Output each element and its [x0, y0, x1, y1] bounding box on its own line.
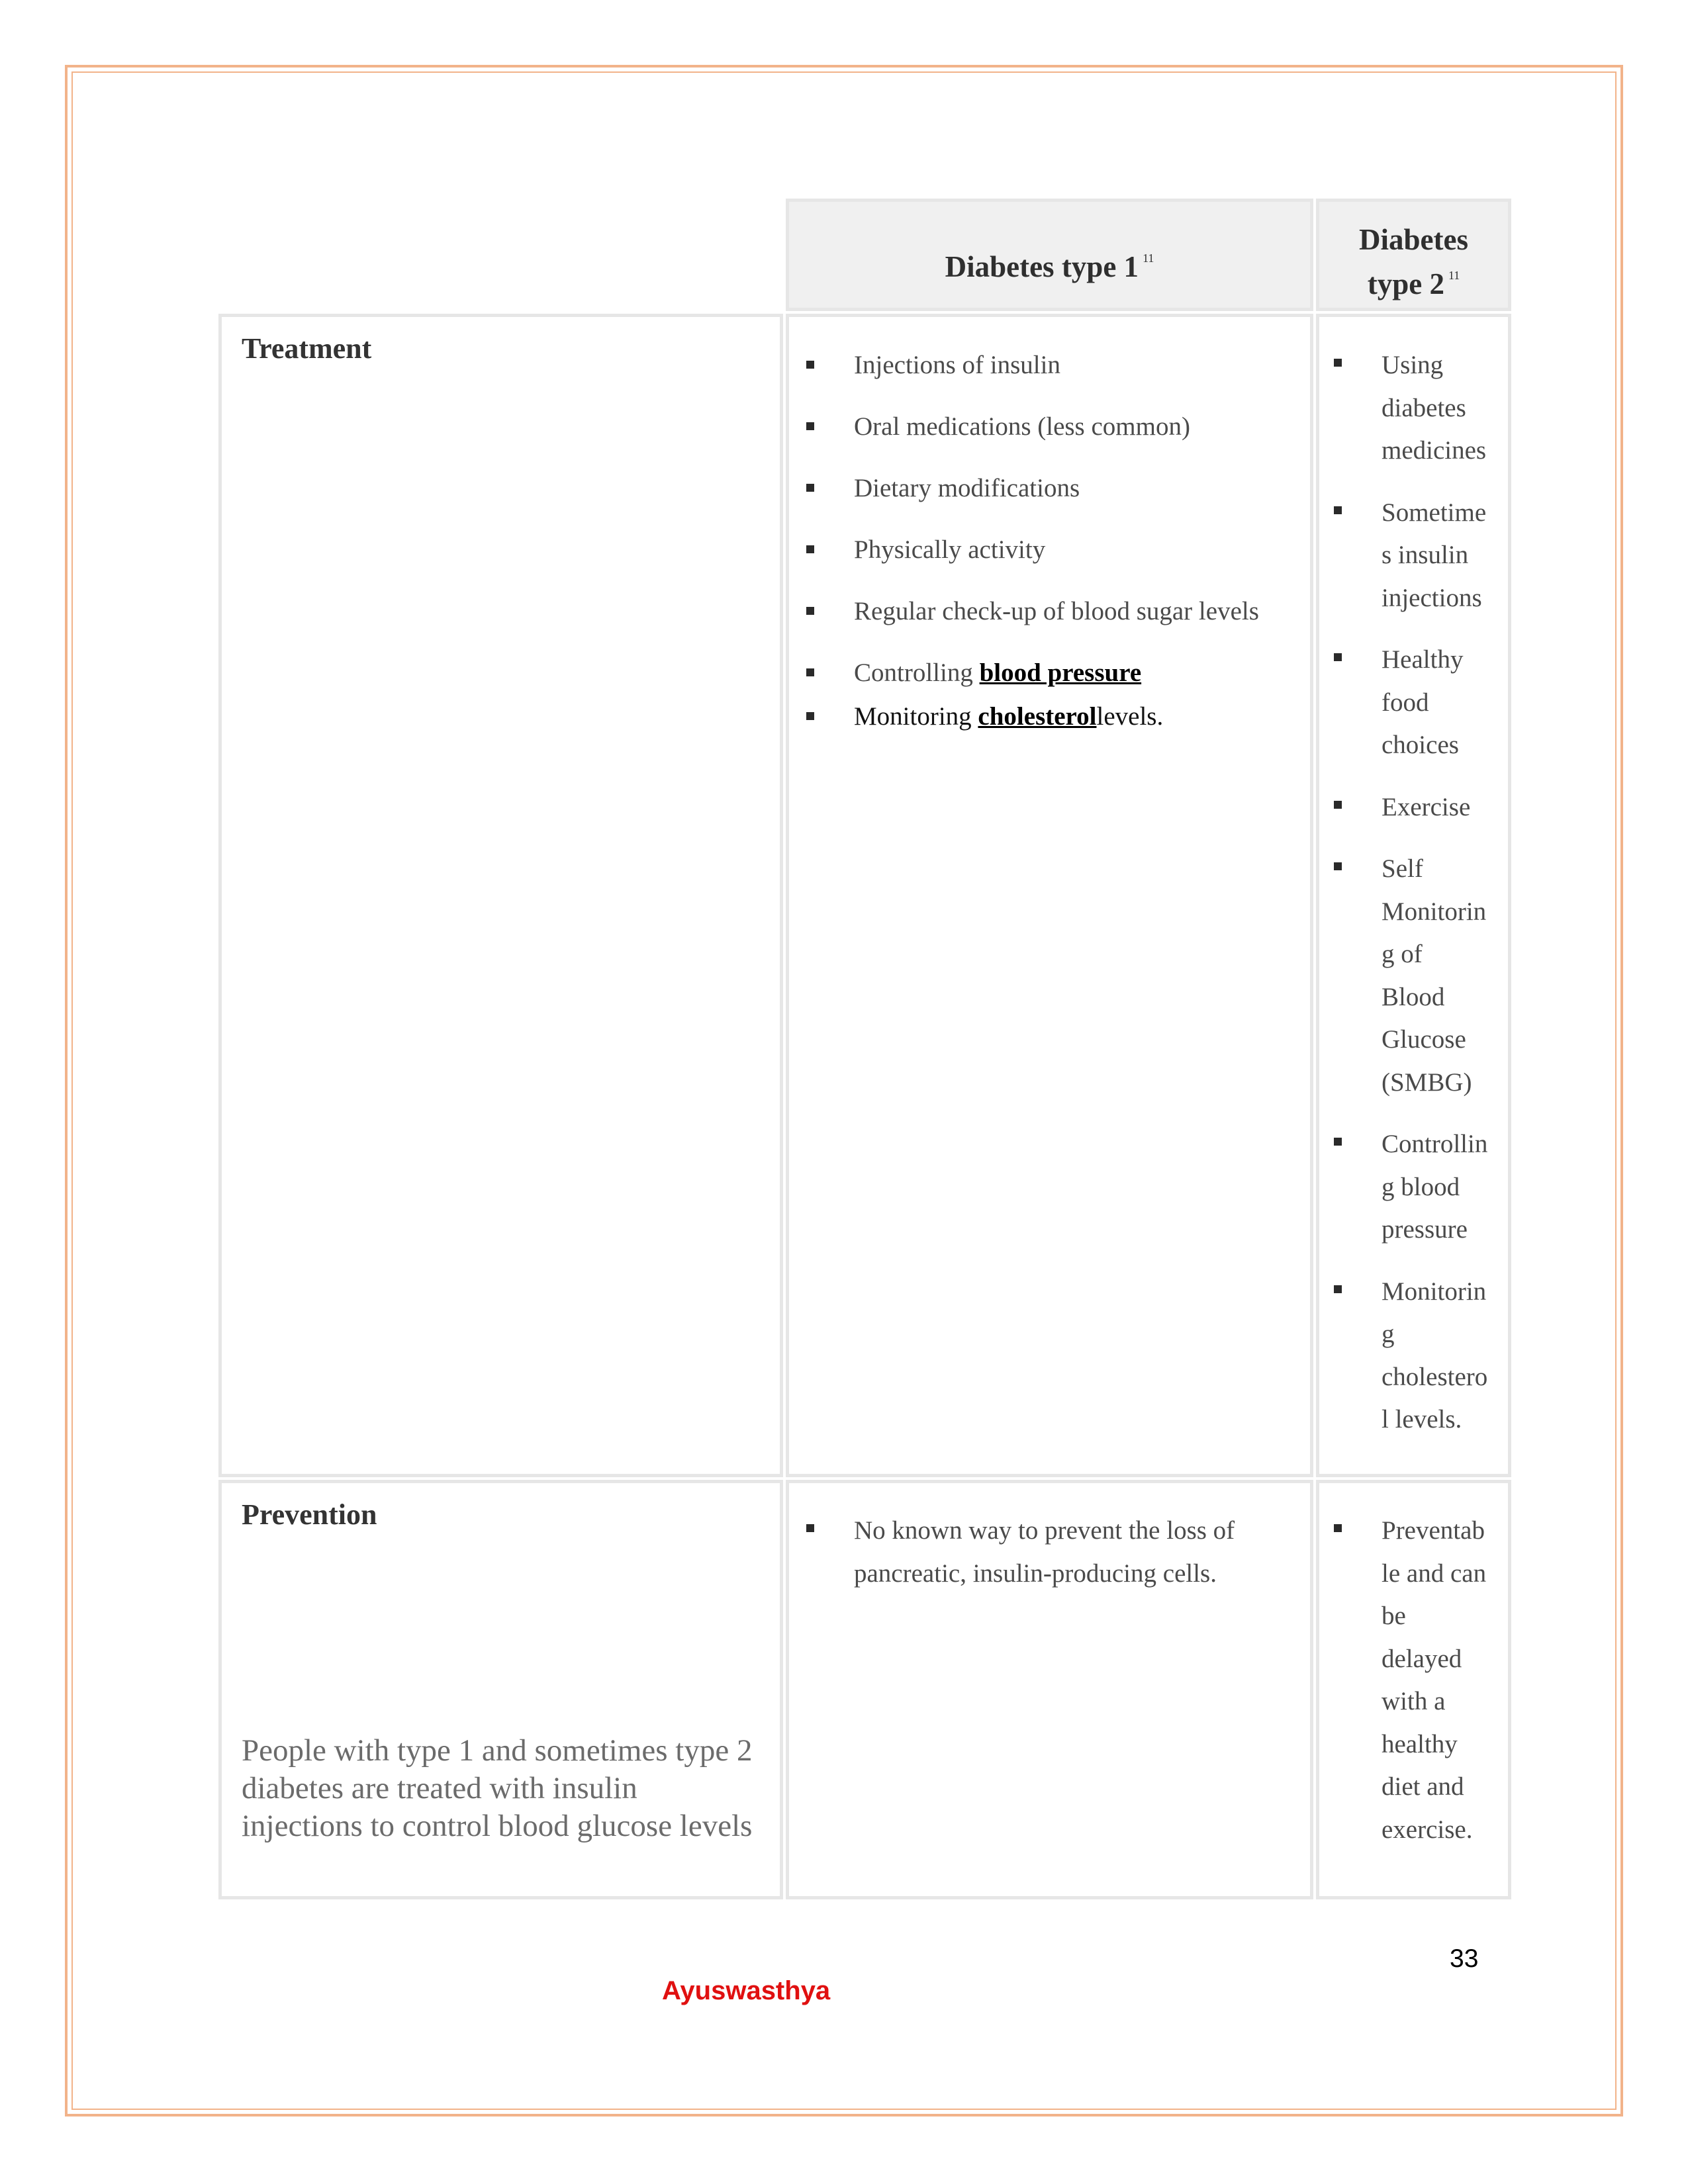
treatment-type1-cell — [786, 314, 1313, 1477]
list-item-line: exercise. — [1382, 1815, 1473, 1844]
list-item-line: Healthy — [1382, 645, 1464, 674]
treatment-type2-list — [1329, 344, 1505, 1461]
list-item — [1329, 344, 1505, 473]
list-item — [1329, 639, 1505, 767]
list-item-line: diabetes — [1382, 393, 1466, 422]
list-item-line: g — [1382, 1320, 1395, 1348]
bullet-icon — [806, 607, 814, 615]
cholesterol-link[interactable]: cholesterol — [978, 702, 1097, 731]
list-item: Injections of insulin — [801, 343, 1303, 387]
bullet-icon — [806, 1524, 814, 1532]
list-item — [1329, 1510, 1505, 1851]
list-item-line: Glucose — [1382, 1025, 1466, 1054]
header-type1-ref: 11 — [1143, 251, 1154, 265]
list-item: Physically activity — [801, 528, 1303, 572]
list-item-line: l levels. — [1382, 1405, 1462, 1433]
list-item-line: pressure — [1382, 1215, 1468, 1244]
list-item — [1329, 492, 1505, 620]
list-item-line: Exercise — [1382, 792, 1471, 821]
list-item: Controlling blood pressure — [801, 651, 1303, 695]
list-item: Oral medications (less common) — [801, 405, 1303, 449]
list-item-line: choices — [1382, 731, 1459, 759]
list-item — [1329, 848, 1505, 1104]
list-item-line: cholestero — [1382, 1362, 1488, 1391]
list-item-line: (SMBG) — [1382, 1068, 1472, 1097]
list-item — [1329, 1271, 1505, 1441]
list-item-line: Self — [1382, 854, 1423, 883]
bullet-icon — [1334, 862, 1342, 870]
bullet-icon — [1334, 1138, 1342, 1146]
list-item-line: Monitorin — [1382, 897, 1487, 926]
list-item-line: No known way to prevent the loss of — [854, 1516, 1235, 1545]
bullet-icon — [1334, 359, 1342, 367]
header-type2-line2: type 2 — [1367, 267, 1444, 300]
list-item-line: with a — [1382, 1687, 1446, 1715]
bullet-icon — [1334, 1285, 1342, 1293]
list-item: Dietary modifications — [801, 467, 1303, 510]
prevention-type2-list — [1329, 1510, 1505, 1870]
list-item-line: g of — [1382, 940, 1423, 968]
prevention-type1-list — [801, 1510, 1303, 1614]
bullet-icon — [806, 422, 814, 430]
header-type2-ref: 11 — [1448, 269, 1460, 282]
bullet-icon — [806, 545, 814, 553]
prevention-label-cell — [218, 1480, 783, 1899]
treatment-label-cell — [218, 314, 783, 1477]
header-diabetes-type2 — [1316, 199, 1511, 311]
list-item-line: Using — [1382, 351, 1444, 379]
list-item-line: medicines — [1382, 436, 1487, 465]
header-type2-line1: Diabetes — [1359, 223, 1468, 256]
bullet-icon — [806, 484, 814, 492]
header-diabetes-type1 — [786, 199, 1313, 311]
list-item-line: pancreatic, insulin-producing cells. — [854, 1559, 1217, 1588]
list-item-line: delayed — [1382, 1644, 1462, 1673]
list-item — [1329, 1123, 1505, 1251]
treatment-type1-list — [801, 343, 1303, 739]
prevention-type1-cell — [786, 1480, 1313, 1899]
list-item-line: be — [1382, 1602, 1406, 1630]
footer-brand: Ayuswasthya — [662, 1976, 831, 2005]
list-item — [1329, 786, 1505, 829]
list-item-line: s insulin — [1382, 541, 1469, 569]
list-item-line: injections — [1382, 583, 1482, 612]
blood-pressure-link[interactable]: blood pressure — [979, 659, 1142, 687]
bullet-icon — [1334, 1524, 1342, 1532]
bullet-icon — [806, 361, 814, 369]
list-item-line: Blood — [1382, 982, 1445, 1011]
list-item — [801, 1510, 1303, 1595]
prevention-label: Prevention — [242, 1498, 377, 1531]
list-item-line: Monitorin — [1382, 1277, 1487, 1306]
bullet-icon — [1334, 653, 1342, 661]
bullet-icon — [806, 668, 814, 676]
treatment-label: Treatment — [242, 332, 372, 365]
bullet-icon — [1334, 506, 1342, 514]
list-item-line: Sometime — [1382, 498, 1487, 527]
list-item-line: Preventab — [1382, 1516, 1485, 1545]
prevention-type2-cell — [1316, 1480, 1511, 1899]
list-item-line: le and can — [1382, 1559, 1487, 1588]
prevention-note: People with type 1 and sometimes type 2 diabetes are treated with insulin injections to control blood glucose levels — [242, 1733, 753, 1843]
list-item-line: diet and — [1382, 1772, 1464, 1801]
list-item: Regular check-up of blood sugar levels — [801, 590, 1303, 633]
bullet-icon — [806, 712, 814, 720]
list-item-line: Controllin — [1382, 1130, 1488, 1158]
bullet-icon — [1334, 801, 1342, 809]
list-item: Monitoring cholesterollevels. — [801, 695, 1303, 739]
treatment-type2-cell — [1316, 314, 1511, 1477]
list-item-line: food — [1382, 688, 1429, 717]
list-item-line: healthy — [1382, 1729, 1458, 1758]
page-number: 33 — [1450, 1944, 1479, 1973]
list-item-line: g blood — [1382, 1172, 1460, 1201]
header-type1-label: Diabetes type 1 — [945, 250, 1139, 283]
